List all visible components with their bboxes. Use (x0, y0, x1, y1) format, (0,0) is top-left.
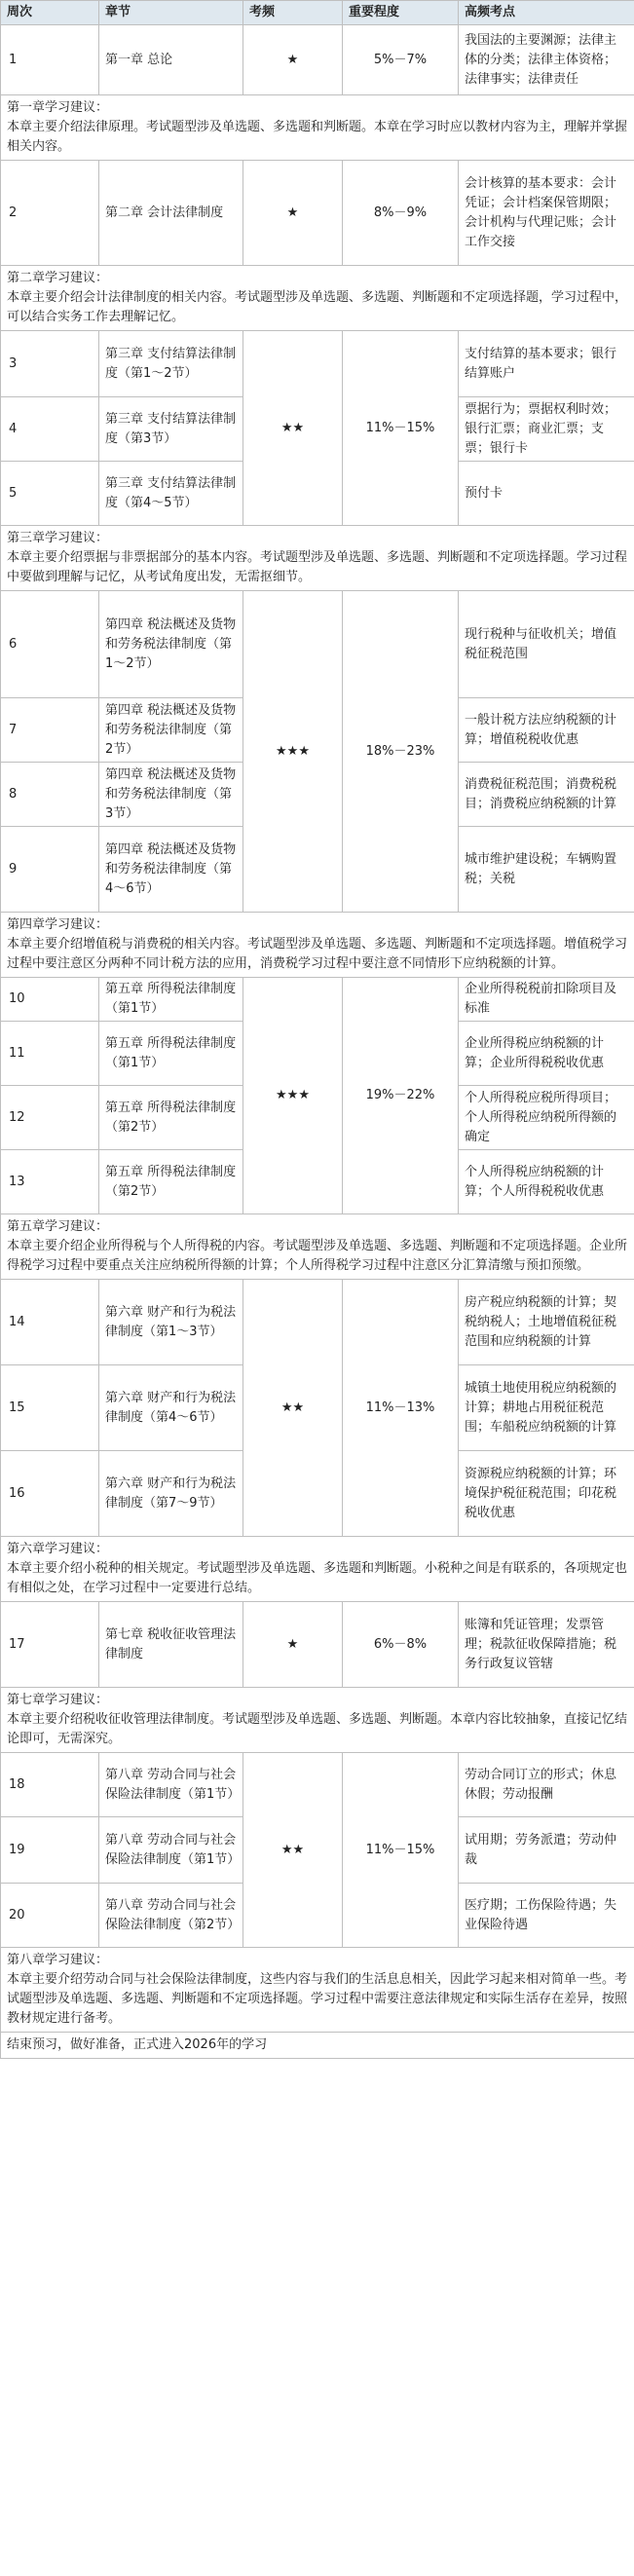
week-cell: 9 (1, 827, 99, 913)
study-advice-row (1, 1537, 634, 1602)
key-points-cell: 个人所得税应纳税额的计算；个人所得税税收优惠 (459, 1150, 634, 1214)
chapter-cell: 第五章 所得税法律制度（第2节） (99, 1086, 243, 1150)
importance-cell: 11%－13% (343, 1280, 459, 1537)
key-points-cell: 消费税征税范围；消费税税目；消费税应纳税额的计算 (459, 763, 634, 827)
study-advice (1, 1537, 634, 1602)
key-points-cell: 我国法的主要渊源；法律主体的分类；法律主体资格；法律事实；法律责任 (459, 25, 634, 95)
week-cell: 17 (1, 1602, 99, 1688)
frequency-stars: ★★ (243, 331, 343, 526)
week-cell: 3 (1, 331, 99, 397)
chapter-cell: 第三章 支付结算法律制度（第4～5节） (99, 462, 243, 526)
importance-cell: 11%－15% (343, 331, 459, 526)
week-cell: 6 (1, 591, 99, 698)
study-advice-body: 本章主要介绍会计法律制度的相关内容。考试题型涉及单选题、多选题、判断题和不定项选择题，学习过程中，可以结合实务工作去理解记忆。 (7, 290, 628, 324)
chapter-cell: 第四章 税法概述及货物和劳务税法律制度（第2节） (99, 698, 243, 763)
chapter-cell: 第四章 税法概述及货物和劳务税法律制度（第1～2节） (99, 591, 243, 698)
importance-cell: 19%－22% (343, 978, 459, 1214)
importance-cell: 6%－8% (343, 1602, 459, 1688)
table-row (1, 331, 634, 397)
study-advice-title: 第四章学习建议： (7, 917, 109, 932)
table-row (1, 161, 634, 266)
importance-cell: 8%－9% (343, 161, 459, 266)
table-header-row (1, 1, 634, 25)
week-cell: 14 (1, 1280, 99, 1365)
study-advice-body: 本章主要介绍税收征收管理法律制度。考试题型涉及单选题、多选题、判断题。本章内容比较抽象，直接记忆结论即可，无需深究。 (7, 1712, 628, 1746)
study-advice-body: 本章主要介绍劳动合同与社会保险法律制度，这些内容与我们的生活息息相关，因此学习起来相对简单一些。考试题型涉及单选题、多选题、判断题和不定项选择题。学习过程中需要注意法律规定和实际生活存在差异，按照教材规定进行备考。 (7, 1972, 628, 2026)
study-advice (1, 1214, 634, 1280)
study-advice-body: 本章主要介绍票据与非票据部分的基本内容。考试题型涉及单选题、多选题、判断题和不定项选择题。学习过程中要做到理解与记忆，从考试角度出发，无需抠细节。 (7, 550, 628, 584)
header-frequency: 考频 (243, 1, 343, 25)
week-cell: 4 (1, 397, 99, 462)
table-row (1, 1753, 634, 1817)
study-advice-title: 第一章学习建议： (7, 100, 109, 115)
chapter-cell: 第六章 财产和行为税法律制度（第1～3节） (99, 1280, 243, 1365)
study-advice-row (1, 95, 634, 161)
study-advice-title: 第六章学习建议： (7, 1542, 109, 1556)
study-advice-body: 本章主要介绍小税种的相关规定。考试题型涉及单选题、多选题和判断题。小税种之间是有联系的，各项规定也有相似之处，在学习过程中一定要进行总结。 (7, 1561, 628, 1595)
chapter-cell: 第四章 税法概述及货物和劳务税法律制度（第4～6节） (99, 827, 243, 913)
study-advice-title: 第二章学习建议： (7, 271, 109, 285)
study-advice-title: 第五章学习建议： (7, 1219, 109, 1234)
study-advice (1, 266, 634, 331)
table-row (1, 1602, 634, 1688)
header-chapter: 章节 (99, 1, 243, 25)
frequency-stars: ★ (243, 161, 343, 266)
key-points-cell: 医疗期；工伤保险待遇；失业保险待遇 (459, 1884, 634, 1948)
key-points-cell: 支付结算的基本要求；银行结算账户 (459, 331, 634, 397)
frequency-stars: ★★ (243, 1753, 343, 1948)
week-cell: 11 (1, 1022, 99, 1086)
key-points-cell: 房产税应纳税额的计算；契税纳税人；土地增值税征税范围和应纳税额的计算 (459, 1280, 634, 1365)
chapter-cell: 第四章 税法概述及货物和劳务税法律制度（第3节） (99, 763, 243, 827)
header-key-points: 高频考点 (459, 1, 634, 25)
key-points-cell: 一般计税方法应纳税额的计算；增值税税收优惠 (459, 698, 634, 763)
week-cell: 19 (1, 1817, 99, 1884)
footer-row (1, 2033, 634, 2059)
key-points-cell: 城市维护建设税；车辆购置税；关税 (459, 827, 634, 913)
frequency-stars: ★★ (243, 1280, 343, 1537)
table-row (1, 1280, 634, 1365)
header-week: 周次 (1, 1, 99, 25)
week-cell: 1 (1, 25, 99, 95)
study-advice-title: 第三章学习建议： (7, 531, 109, 545)
week-cell: 18 (1, 1753, 99, 1817)
importance-cell: 11%－15% (343, 1753, 459, 1948)
frequency-stars: ★★★ (243, 978, 343, 1214)
study-advice (1, 913, 634, 978)
chapter-cell: 第一章 总论 (99, 25, 243, 95)
chapter-cell: 第二章 会计法律制度 (99, 161, 243, 266)
chapter-cell: 第三章 支付结算法律制度（第1～2节） (99, 331, 243, 397)
key-points-cell: 预付卡 (459, 462, 634, 526)
importance-cell: 18%－23% (343, 591, 459, 913)
study-advice-body: 本章主要介绍法律原理。考试题型涉及单选题、多选题和判断题。本章在学习时应以教材内容为主，理解并掌握相关内容。 (7, 120, 628, 154)
chapter-cell: 第三章 支付结算法律制度（第3节） (99, 397, 243, 462)
key-points-cell: 现行税种与征收机关；增值税征税范围 (459, 591, 634, 698)
chapter-cell: 第八章 劳动合同与社会保险法律制度（第1节） (99, 1753, 243, 1817)
study-advice-title: 第七章学习建议： (7, 1693, 109, 1707)
chapter-cell: 第五章 所得税法律制度（第2节） (99, 1150, 243, 1214)
week-cell: 7 (1, 698, 99, 763)
key-points-cell: 试用期；劳务派遣；劳动仲裁 (459, 1817, 634, 1884)
study-advice (1, 1948, 634, 2033)
week-cell: 16 (1, 1451, 99, 1537)
study-advice-row (1, 1948, 634, 2033)
study-advice-row (1, 1688, 634, 1753)
key-points-cell: 企业所得税税前扣除项目及标准 (459, 978, 634, 1022)
week-cell: 20 (1, 1884, 99, 1948)
chapter-cell: 第五章 所得税法律制度（第1节） (99, 1022, 243, 1086)
study-advice-body: 本章主要介绍企业所得税与个人所得税的内容。考试题型涉及单选题、多选题、判断题和不定项选择题。企业所得税学习过程中要重点关注应纳税所得额的计算；个人所得税学习过程中注意区分汇算清缴与预扣预缴。 (7, 1239, 628, 1273)
key-points-cell: 个人所得税应税所得项目；个人所得税应纳税所得额的确定 (459, 1086, 634, 1150)
week-cell: 15 (1, 1365, 99, 1451)
study-advice-row (1, 913, 634, 978)
chapter-cell: 第七章 税收征收管理法律制度 (99, 1602, 243, 1688)
frequency-stars: ★★★ (243, 591, 343, 913)
chapter-cell: 第八章 劳动合同与社会保险法律制度（第1节） (99, 1817, 243, 1884)
chapter-cell: 第六章 财产和行为税法律制度（第4～6节） (99, 1365, 243, 1451)
week-cell: 12 (1, 1086, 99, 1150)
key-points-cell: 资源税应纳税额的计算；环境保护税征税范围；印花税税收优惠 (459, 1451, 634, 1537)
week-cell: 8 (1, 763, 99, 827)
study-advice (1, 1688, 634, 1753)
key-points-cell: 票据行为；票据权利时效；银行汇票；商业汇票；支票；银行卡 (459, 397, 634, 462)
study-advice-row (1, 266, 634, 331)
footer-text: 结束预习，做好准备，正式进入2026年的学习 (1, 2033, 634, 2059)
key-points-cell: 企业所得税应纳税额的计算；企业所得税税收优惠 (459, 1022, 634, 1086)
key-points-cell: 账簿和凭证管理；发票管理；税款征收保障措施；税务行政复议管辖 (459, 1602, 634, 1688)
chapter-cell: 第五章 所得税法律制度（第1节） (99, 978, 243, 1022)
study-advice-row (1, 526, 634, 591)
chapter-cell: 第六章 财产和行为税法律制度（第7～9节） (99, 1451, 243, 1537)
week-cell: 5 (1, 462, 99, 526)
study-advice (1, 526, 634, 591)
study-advice-row (1, 1214, 634, 1280)
key-points-cell: 城镇土地使用税应纳税额的计算；耕地占用税征税范围；车船税应纳税额的计算 (459, 1365, 634, 1451)
study-advice-body: 本章主要介绍增值税与消费税的相关内容。考试题型涉及单选题、多选题、判断题和不定项选择题。增值税学习过程中要注意区分两种不同计税方法的应用，消费税学习过程中要注意不同情形下应纳税额的计算。 (7, 937, 628, 971)
table-row (1, 978, 634, 1022)
week-cell: 10 (1, 978, 99, 1022)
frequency-stars: ★ (243, 25, 343, 95)
week-cell: 2 (1, 161, 99, 266)
table-row (1, 591, 634, 698)
key-points-cell: 会计核算的基本要求：会计凭证；会计档案保管期限；会计机构与代理记账；会计工作交接 (459, 161, 634, 266)
study-advice (1, 95, 634, 161)
chapter-cell: 第八章 劳动合同与社会保险法律制度（第2节） (99, 1884, 243, 1948)
week-cell: 13 (1, 1150, 99, 1214)
header-importance: 重要程度 (343, 1, 459, 25)
importance-cell: 5%－7% (343, 25, 459, 95)
frequency-stars: ★ (243, 1602, 343, 1688)
key-points-cell: 劳动合同订立的形式；休息休假；劳动报酬 (459, 1753, 634, 1817)
table-row (1, 25, 634, 95)
study-advice-title: 第八章学习建议： (7, 1953, 109, 1967)
